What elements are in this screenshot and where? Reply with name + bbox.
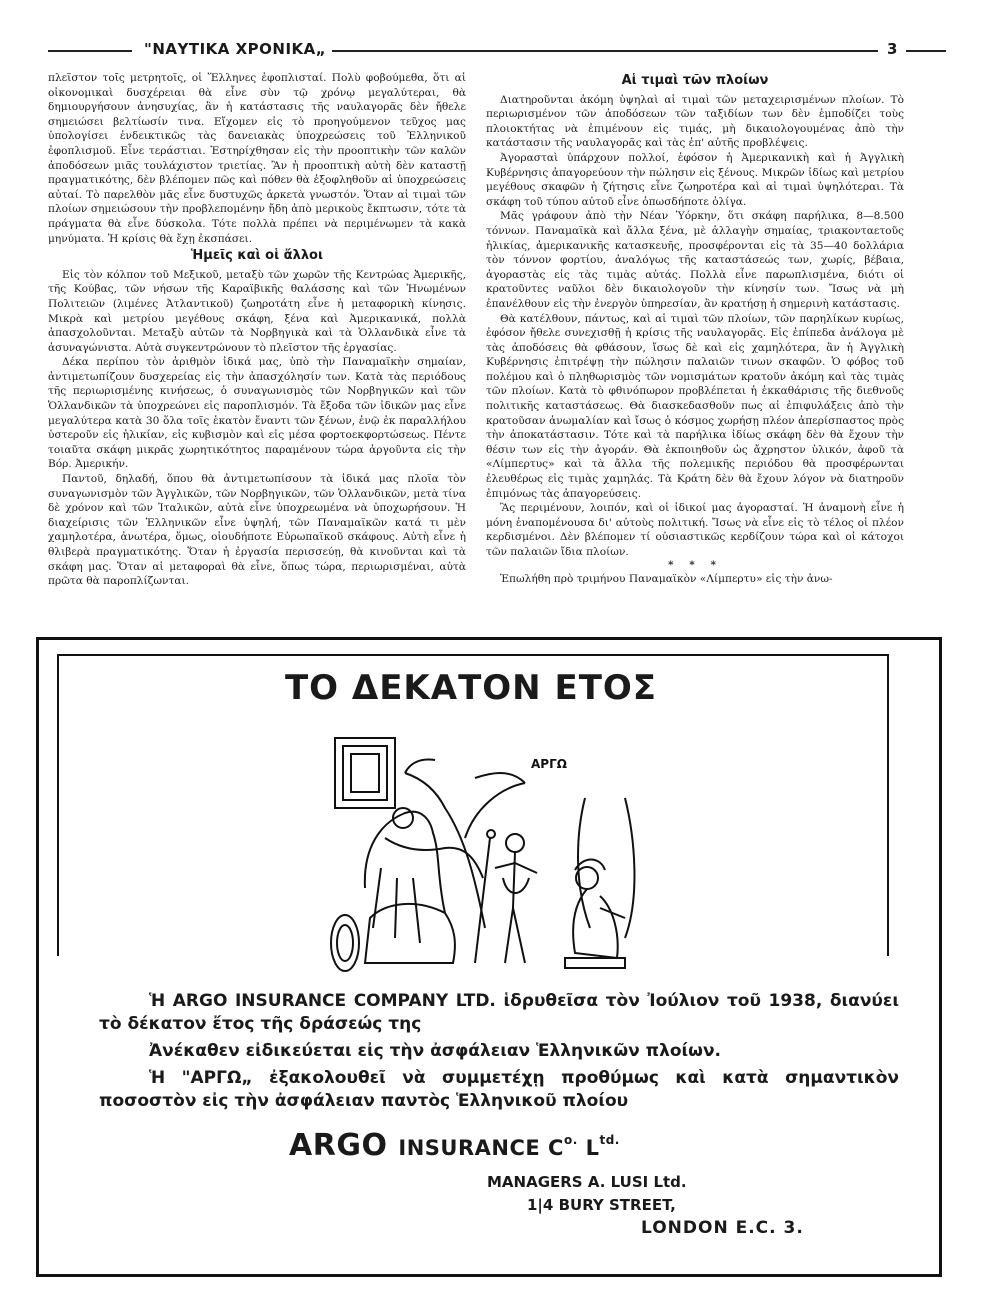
section-separator: * * * — [668, 558, 722, 571]
page-number: 3 — [883, 40, 901, 58]
section-heading: Αἱ τιμαὶ τῶν πλοίων — [621, 73, 769, 88]
paragraph: Θὰ κατέλθουν, πάντως, καὶ αἱ τιμαὶ τῶν πλοίων, τῶν παρηλίκων κυρίως, ἐφόσον ἤθελε συνεχισθῇ ἡ κρίσις τῆς ναυλαγορᾶς. Εἰς ἐπίπεδα ἀνάλογα μὲ τὰς ἀποδόσεις θὰ φθάσουν, ἴσως δὲ καὶ εἰς χαμηλότερα, ἂν ἡ Ἀγγλικὴ Κυβέρνησις ἐπιτρέψῃ τὴν πώλησιν παλαιῶν τινων σκαφῶν. Ὁ φόβος τοῦ πολέμου καὶ ὁ πληθωρισμὸς τῶν νομισμάτων κρατοῦν ἀκόμη καὶ τὰς τιμὰς τῶν πλοίων. Κατὰ τὸ φθινόπωρον προβλέπεται ἡ ἐκκαθάρισις τῆς διεθνοῦς πολιτικῆς καταστάσεως. Θὰ διασκεδασθοῦν πως αἱ ἐπιφυλάξεις ἀπὸ τὴν κρατοῦσαν ἀνωμαλίαν καὶ ἴσως ὁ κόσμος χωρήσῃ πλέον ἀπερίσπαστος πρὸς τὴν ἀποκατάστασιν. Τότε καὶ τὰ παρήλικα ἰδίως σκάφη δὲν θὰ ἔχουν τὴν θέσιν των εἰς τὴν ἀγοράν. Θὰ ἐκποιηθοῦν ὡς ἄχρηστον ὑλικόν, ἀφοῦ τὰ «Λίμπερτυς» καὶ τὰ ἄλλα τῆς πολεμικῆς περιόδου θὰ προσφέρωνται ἐλευθέρως εἰς τιμὰς χαμηλάς. Τὰ Κράτη δὲν θὰ ἔχουν λόγον νὰ διατηροῦν ἐπιμόνως τὰς ἀπαγορεύσεις. — [486, 312, 904, 500]
paragraph: Εἰς τὸν κόλπον τοῦ Μεξικοῦ, μεταξὺ τῶν χωρῶν τῆς Κεντρώας Ἀμερικῆς, τῆς Κούβας, τῶν νήσων τῆς Καραϊβικῆς θαλάσσης καὶ τῶν Ἡνωμένων Πολιτειῶν (λιμένες Ἀτλαντικοῦ) ζωηροτάτη εἶνε ἡ μεταφορικὴ κίνησις. Μικρὰ καὶ μετρίου μεγέθους σκάφη, ξένα καὶ Ἀμερικανικά, πολλὰ ἀπασχολοῦνται. Μεταξὺ αὐτῶν τὰ Νορβηγικὰ καὶ τὰ Ὁλλανδικὰ εἶνε τὰ ἀσυναγώνιστα. Αὐτὰ συγκεντρώνουν τὸ πλεῖστον τῆς ἐργασίας. — [48, 268, 466, 354]
paragraph: Ἂς περιμένουν, λοιπόν, καὶ οἱ ἰδικοί μας ἀγορασταί. Ἡ ἀναμονὴ εἶνε ἡ μόνη ἐναπομένουσα δι' αὐτοὺς πολιτική. Ἴσως νὰ εἶνε εἰς τὸ τέλος οἱ πλέον κερδισμένοι. Δὲν βλέπομεν τί οὐσιαστικῶς κερδίζουν τώρα καὶ οἱ κάτοχοι τῶν παλαιῶν ἴδια πλοίων. — [486, 502, 904, 558]
ad-paragraph: Ἡ ARGO INSURANCE COMPANY LTD. ἱδρυθεῖσα τὸν Ἰούλιον τοῦ 1938, διανύει τὸ δέκατον ἔτος τῆς δράσεώς της — [99, 991, 899, 1034]
ad-paragraph: Ἀνέκαθεν εἰδικεύεται εἰς τὴν ἀσφάλειαν Ἑλληνικῶν πλοίων. — [149, 1041, 721, 1061]
company-ltd: L — [577, 1136, 600, 1160]
company-name-main: ARGO — [289, 1128, 388, 1163]
argonaut-illustration — [325, 728, 655, 978]
paragraph: Παντοῦ, δηλαδή, ὅπου θὰ ἀντιμετωπίσουν τὰ ἰδικά μας πλοῖα τὸν συναγωνισμὸν τῶν Ἀγγλικῶν, τῶν Νορβηγικῶν, τῶν Ὁλλανδικῶν, μετὰ τίνα δὲ χρόνον καὶ τῶν Ἰταλικῶν, αὐτὰ εἶνε ὑποχρεωμένα νὰ ὑποχωρήσουν. Ἡ διαχείρισις τῶν Ἑλληνικῶν εἶνε ὑψηλή, τῶν Παναμαϊκῶν κατά τι μὲν χαμηλοτέρα, ἀνωτέρα, ὅμως, οἱουδήποτε Εὐρωπαϊκοῦ σκάφους. Αὐτὴ εἶνε ἡ θλιβερὰ πραγματικότης. Ὅταν ἡ ἐργασία περισσεύῃ, θὰ κινοῦνται καὶ τὰ σκάφη μας. Ὅταν αἱ μεταφοραὶ θὰ εἶνε, ὅπως τώρα, περιωρισμέναι, αὐτὰ πρῶτα θὰ παροπλίζωνται. — [48, 473, 466, 588]
company-ltd-suffix: td. — [599, 1133, 620, 1147]
header-rule-middle — [318, 50, 878, 52]
ad-title: ΤΟ ΔΕΚΑΤΟΝ ΕΤΟΣ — [284, 668, 658, 708]
managers-line: MANAGERS A. LUSI Ltd. — [487, 1173, 687, 1191]
page — [28, 28, 972, 1278]
running-header — [48, 40, 928, 60]
argo-caption: ΑΡΓΩ — [531, 757, 567, 771]
header-rule-right — [906, 50, 946, 52]
paragraph: πλεῖστον τοῖς μετρητοῖς, οἱ Ἕλληνες ἐφοπλισταί. Πολὺ φοβούμεθα, ὅτι αἱ οἰκονομικαὶ δυσχέρειαι θὰ εἶνε σὺν τῷ χρόνῳ μεγαλύτεραι, θὰ δημιουργήσουν ἀνησυχίας, ἂν ἡ κατάστασις τῆς ναυλαγορᾶς δὲν ἤθελε σημειώσει βελτίωσίν τινα. Εἴχομεν εἰς τὸ προηγούμενον τεῦχος μας ὑπολογίσει ἐνδεικτικῶς τὰς δανειακὰς ὑποχρεώσεις τοῦ Ἑλληνικοῦ ἐφοπλισμοῦ. Εἶνε τεράστιαι. Ἐστηρίχθησαν εἰς τὴν προοπτικὴν τῶν καλῶν ἀποδόσεων μιᾶς τουλάχιστον τριετίας. Ἂν ἡ προοπτικὴ αὐτὴ δὲν καταστῇ πραγματικότης, δὲν βλέπομεν πῶς καὶ πόθεν θὰ ἐξοφληθοῦν αἱ ὑποχρεώσεις αὐταί. Τὸ παρελθὸν μᾶς εἶνε δυστυχῶς ἀρκετὰ γνωστόν. Ὅταν αἱ τιμαὶ τῶν πλοίων σημειώσουν τὴν προβλεπομένην ἤδη ἀπὸ μερικοὺς ἔκπτωσιν, τότε τὰ πράγματα θὰ εἶνε δύσκολα. Τότε πολλὰ πρέπει νὰ περιμένωμεν τὰ κακὰ μηνύματα. Ἡ κρίσις θὰ ἔχῃ ἐκσπάσει. — [48, 72, 466, 245]
header-rule-left — [48, 50, 132, 52]
advertisement-box — [36, 637, 942, 1277]
street-address: 1|4 BURY STREET, — [527, 1196, 676, 1214]
left-column — [48, 71, 466, 589]
paragraph: Ἀγορασταὶ ὑπάρχουν πολλοί, ἐφόσον ἡ Ἀμερικανικὴ καὶ ἡ Ἀγγλικὴ Κυβέρνησις ἀπαγορεύουν τὴν πώλησιν εἰς ξένους. Μικρῶν ἰδίως καὶ μετρίου μεγέθους σκαφῶν ἡ ζήτησις εἶνε ζωηροτέρα καὶ αἱ τιμαὶ ὑψηλότεραι. Τὰ σκάφη τοῦ τύπου αὐτοῦ εἶνε ὁπωσδήποτε ὀλίγα. — [486, 151, 904, 208]
company-co-suffix: o. — [563, 1133, 578, 1147]
paragraph: Δέκα περίπου τὸν ἀριθμὸν ἰδικά μας, ὑπὸ τὴν Παναμαϊκὴν σημαίαν, ἀντιμετωπίζουν δυσχερείας εἰς τὴν ἀπασχόλησίν των. Κατὰ τὰς περιόδους τῆς περιωρισμένης κινήσεως, ὁ συναγωνισμὸς τῶν Νορβηγικῶν καὶ τῶν Ὁλλανδικῶν τὰ ὑποχρεώνει εἰς παροπλισμόν. Τὰ ἔξοδα τῶν ἰδικῶν μας εἶνε μεγαλύτερα κατὰ 30 ὅλα τοῖς ἑκατὸν ἔναντι τῶν ξένων, ἐνῷ ἐκ παραλλήλου ὑστεροῦν εἰς ἡλικίαν, εἰς κυβισμὸν καὶ εἰς μέσα φορτοεκφορτώσεως. Πέντε τοιαῦτα σκάφη μικρᾶς χωρητικότητος παραμένουν τώρα ἀργοῦντα εἰς τὴν Βόρ. Ἀμερικήν. — [48, 356, 466, 471]
ad-paragraph: Ἡ "ΑΡΓΩ„ ἐξακολουθεῖ νὰ συμμετέχῃ προθύμως καὶ κατὰ σημαντικὸν ποσοστὸν εἰς τὴν ἀσφάλειαν παντὸς Ἑλληνικοῦ πλοίου — [99, 1068, 899, 1111]
publication-title: "ΝΑΥΤΙΚΑ ΧΡΟΝΙΚΑ„ — [138, 40, 332, 58]
paragraph: Ἐπωλήθη πρὸ τριμήνου Παναμαϊκὸν «Λίμπερτυ» εἰς τὴν ἀνω- — [500, 573, 833, 586]
paragraph: Μᾶς γράφουν ἀπὸ τὴν Νέαν Ὑόρκην, ὅτι σκάφη παρήλικα, 8—8.500 τόννων. Παναμαϊκὰ καὶ ἄλλα ξένα, μὲ ἀλλαγὴν σημαίας, τριακονταετοῦς ἡλικίας, ἀμερικανικῆς κατασκευῆς, προσφέρονται εἰς τὰ 35—40 δολλάρια τὸν τόννον φορτίου, ἀναλόγως τῆς καταστάσεώς των, χωρίς, βέβαια, ἀγοραστὰς εἰς τὰς τιμὰς αὐτάς. Πολλὰ εἶνε παρωπλισμένα, διότι οἱ κρατοῦντες ναῦλοι δὲν δικαιολογοῦν τὴν κίνησίν των. Ἴσως νὰ μὴ ἐπανέλθουν εἰς τὴν ἐνεργὸν ὑπηρεσίαν, ἂν κρατήσῃ ἡ σημερινὴ κατάστασις. — [486, 210, 904, 310]
company-name-rest: INSURANCE C — [398, 1136, 564, 1160]
company-name — [289, 1128, 620, 1163]
city-address: LONDON E.C. 3. — [641, 1218, 804, 1238]
right-column — [486, 71, 904, 587]
section-heading: Ἡμεῖς καὶ οἱ ἄλλοι — [190, 248, 324, 264]
paragraph: Διατηροῦνται ἀκόμη ὑψηλαὶ αἱ τιμαὶ τῶν μεταχειρισμένων πλοίων. Τὸ περιωρισμένον τῶν ἀποδόσεων τῶν ταξιδίων των δὲν ἐμποδίζει τοὺς πλοιοκτήτας νὰ ἐπιμένουν εἰς τιμάς, μὴ δικαιολογουμένας ἀπὸ τὴν κατάστασιν τῆς ναυλαγορᾶς καὶ τὰς ἐπ' αὐτῆς προβλέψεις. — [486, 93, 904, 150]
ad-body — [99, 990, 899, 1117]
